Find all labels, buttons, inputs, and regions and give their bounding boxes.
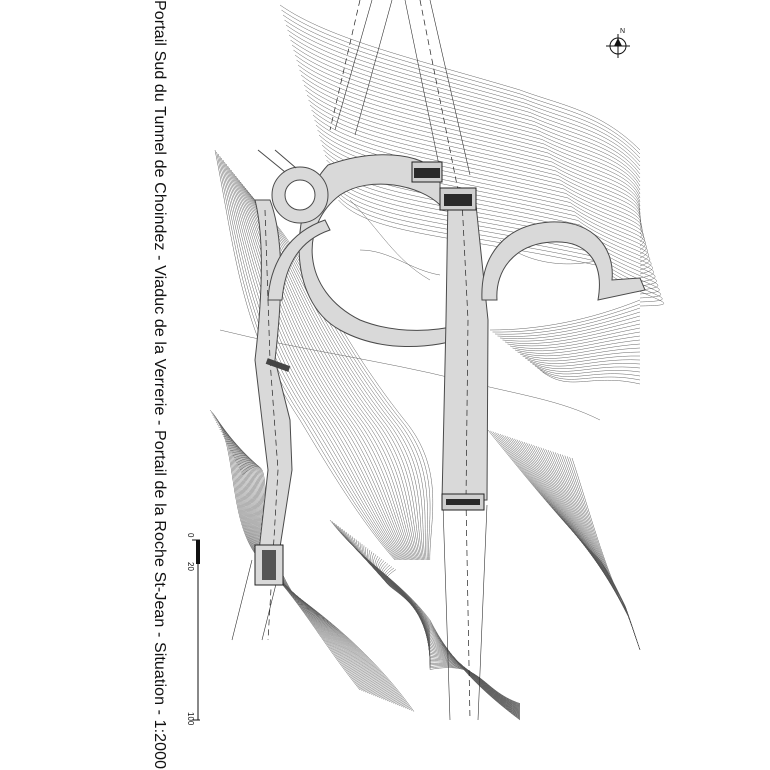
north-arrow-icon bbox=[606, 28, 630, 58]
contour-line bbox=[380, 562, 520, 706]
contour-line bbox=[524, 442, 640, 650]
contour-line bbox=[386, 570, 520, 704]
contour-line bbox=[541, 448, 640, 650]
contour-line bbox=[490, 431, 640, 650]
contour-line bbox=[529, 444, 640, 650]
contour-line bbox=[373, 555, 520, 709]
contour-line bbox=[239, 462, 408, 709]
contour-line bbox=[567, 456, 640, 650]
contour-line bbox=[352, 537, 520, 715]
contour-line bbox=[366, 547, 520, 711]
contour-line bbox=[488, 430, 640, 650]
contour-line bbox=[280, 5, 640, 150]
contour-line bbox=[570, 457, 640, 650]
contour-line bbox=[218, 427, 374, 696]
contour-line bbox=[548, 450, 640, 650]
scale-bar bbox=[186, 533, 200, 726]
centerlines bbox=[265, 0, 470, 720]
contour-line bbox=[498, 312, 641, 336]
east-ramp bbox=[482, 222, 645, 300]
contour-line bbox=[526, 443, 640, 650]
contour-line bbox=[493, 432, 640, 650]
contour-line bbox=[379, 561, 520, 707]
contour-line bbox=[217, 424, 372, 694]
scale-tick-100: 100 bbox=[186, 712, 195, 726]
contour-line bbox=[514, 439, 640, 650]
contour-line bbox=[525, 356, 640, 364]
scale-tick-0: 0 bbox=[186, 533, 195, 538]
contour-line bbox=[502, 435, 640, 650]
contour-line bbox=[384, 567, 520, 705]
contour-line bbox=[289, 35, 640, 174]
drawing-title: Portail Sud du Tunnel de Choindez - Viaduc de la Verrerie - Portail de la Roche St-Jean - Situation - 1:2000 bbox=[151, 0, 168, 770]
contour-line bbox=[505, 436, 640, 650]
contour-line bbox=[522, 441, 640, 650]
contour-line bbox=[385, 568, 520, 704]
contour-line bbox=[223, 436, 382, 698]
contour-line bbox=[220, 429, 376, 696]
contour-line bbox=[555, 452, 640, 650]
contour-line bbox=[356, 540, 520, 714]
contour-line bbox=[517, 440, 640, 650]
main-road bbox=[442, 195, 488, 500]
contour-line bbox=[383, 565, 520, 705]
contour-line bbox=[495, 308, 640, 334]
contour-line bbox=[558, 453, 640, 650]
contour-line bbox=[495, 432, 640, 650]
contour-line bbox=[381, 564, 520, 706]
contour-line bbox=[229, 448, 392, 703]
contour-line bbox=[224, 439, 384, 700]
contour-line bbox=[226, 441, 386, 700]
contour-line bbox=[360, 250, 440, 275]
contour-line bbox=[519, 440, 640, 650]
contour-line bbox=[503, 320, 641, 341]
contour-line bbox=[515, 340, 640, 353]
contour-line bbox=[291, 40, 641, 178]
scale-tick-20: 20 bbox=[186, 562, 195, 571]
north-label: N bbox=[620, 28, 626, 35]
contour-line bbox=[376, 558, 520, 708]
